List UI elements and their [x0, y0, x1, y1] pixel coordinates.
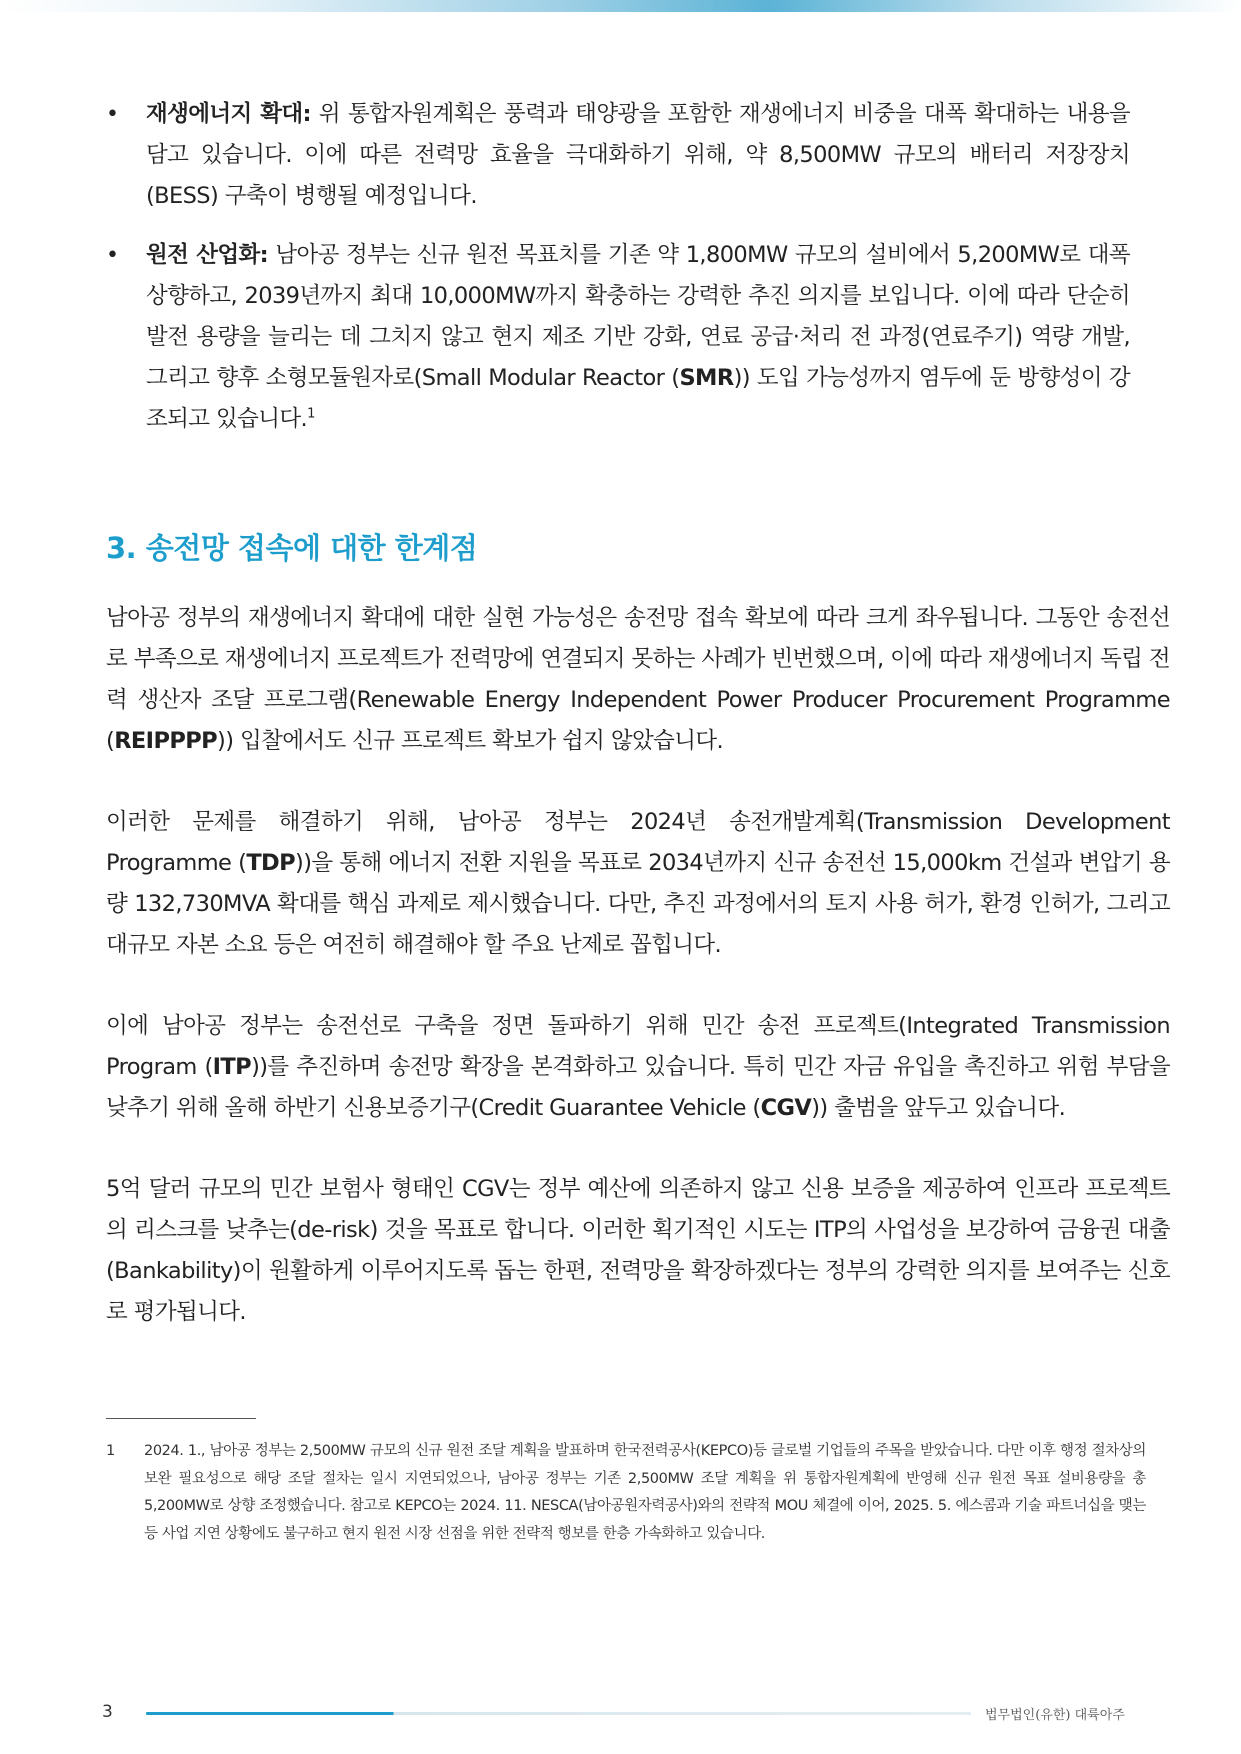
- bullet-text: 위 통합자원계획은 풍력과 태양광을 포함한 재생에너지 비중을 대폭 확대하는 내용을 담고 있습니다. 이에 따른 전력망 효율을 극대화하기 위해, 약 8,500MW 규모의 배터리 저장장치(BESS) 구축이 병행될 예정입니다.: [146, 101, 1131, 209]
- bullet-text: 남아공 정부는 신규 원전 목표치를 기존 약 1,800MW 규모의 설비에서 5,200MW로 대폭 상향하고, 2039년까지 최대 10,000MW까지 확충하는 강력한 추진 의지를 보입니다. 이에 따라 단순히 발전 용량을 늘리는 데 그치지 않고 현지 제조 기반 강화, 연료 공급·처리 전 과정(연료주기) 역량 개발, 그리고 향후 소형모듈원자로(Small Modular Reactor (: [146, 242, 1130, 391]
- paragraph: 이에 남아공 정부는 송전선로 구축을 정면 돌파하기 위해 민간 송전 프로젝트(Integrated Transmission Program (ITP))를 추진하며 송전망 확장을 본격화하고 있습니다. 특히 민간 자금 유입을 촉진하고 위험 부담을 낮추기 위해 올해 하반기 신용보증기구(Credit Guarantee Vehicle (CGV)) 출범을 앞두고 있습니다.: [106, 1013, 1170, 1121]
- page-number: 3: [102, 1702, 113, 1722]
- paragraph: 이러한 문제를 해결하기 위해, 남아공 정부는 2024년 송전개발계획(Transmission Development Programme (TDP))을 통해 에너지 전환 지원을 목표로 2034년까지 신규 송전선 15,000km 건설과 변압기 용량 132,730MVA 확대를 핵심 과제로 제시했습니다. 다만, 추진 과정에서의 토지 사용 허가, 환경 인허가, 그리고 대규모 자본 소요 등은 여전히 해결해야 할 주요 난제로 꼽힙니다.: [106, 809, 1170, 958]
- footnote-reference[interactable]: 1: [307, 406, 315, 422]
- body-text: [106, 598, 1170, 1373]
- bullet-item-renewables: [106, 94, 1130, 217]
- paragraph: 5억 달러 규모의 민간 보험사 형태인 CGV는 정부 예산에 의존하지 않고 신용 보증을 제공하여 인프라 프로젝트의 리스크를 낮추는(de-risk) 것을 목표로 합니다. 이러한 획기적인 시도는 ITP의 사업성을 보강하여 금융권 대출(Bankability)이 원활하게 이루어지도록 돕는 한편, 전력망을 확장하겠다는 정부의 강력한 의지를 보여주는 신호로 평가됩니다.: [106, 1176, 1170, 1325]
- footnote-text: 2024. 1., 남아공 정부는 2,500MW 규모의 신규 원전 조달 계획을 발표하며 한국전력공사(KEPCO)등 글로벌 기업들의 주목을 받았습니다. 다만 이후 행정 절차상의 보완 필요성으로 해당 조달 절차는 일시 지연되었으나, 남아공 정부는 기존 2,500MW 조달 계획을 위 통합자원계획에 반영해 신규 원전 목표 설비용량을 총 5,200MW로 상향 조정했습니다. 참고로 KEPCO는 2024. 11. NESCA(남아공원자력공사)와의 전략적 MOU 체결에 이어, 2025. 5. 에스콤과 기술 파트너십을 맺는 등 사업 지연 상황에도 불구하고 현지 원전 시장 선점을 위한 전략적 행보를 한층 가속화하고 있습니다.: [144, 1443, 1146, 1542]
- bullet-marker: •: [106, 102, 119, 127]
- footnote: [106, 1438, 1146, 1548]
- footnote-number: 1: [106, 1443, 115, 1459]
- footer-accent-line: [146, 1712, 971, 1715]
- abbreviation-reipppp: REIPPPP: [114, 728, 218, 754]
- abbreviation-tdp: TDP: [246, 850, 296, 876]
- bullet-marker: •: [106, 243, 119, 268]
- abbreviation-itp: ITP: [212, 1054, 252, 1080]
- paragraph: 남아공 정부의 재생에너지 확대에 대한 실현 가능성은 송전망 접속 확보에 따라 크게 좌우됩니다. 그동안 송전선로 부족으로 재생에너지 프로젝트가 전력망에 연결되지 못하는 사례가 빈번했으며, 이에 따라 재생에너지 독립 전력 생산자 조달 프로그램(Renewable Energy Independent Power Producer Procurement Programme (REIPPPP)) 입찰에서도 신규 프로젝트 확보가 쉽지 않았습니다.: [106, 605, 1170, 754]
- section-title: 3. 송전망 접속에 대한 한계점: [106, 531, 478, 565]
- bullet-term: 재생에너지 확대:: [146, 101, 311, 127]
- bullet-item-nuclear: [106, 235, 1130, 440]
- firm-name: 법무법인(유한) 대륙아주: [985, 1708, 1125, 1723]
- footnote-divider: [106, 1418, 256, 1419]
- abbreviation-cgv: CGV: [760, 1095, 812, 1121]
- bullet-term: 원전 산업화:: [146, 242, 269, 268]
- page-footer: [0, 1700, 1241, 1730]
- bullet-list: [106, 94, 1130, 458]
- top-gradient-band: [0, 0, 1241, 12]
- abbreviation-smr: SMR: [679, 365, 734, 391]
- bullet-text-end: )) 도입 가능성까지 염두에 둔 방향성이 강조되고 있습니다.: [146, 365, 1130, 432]
